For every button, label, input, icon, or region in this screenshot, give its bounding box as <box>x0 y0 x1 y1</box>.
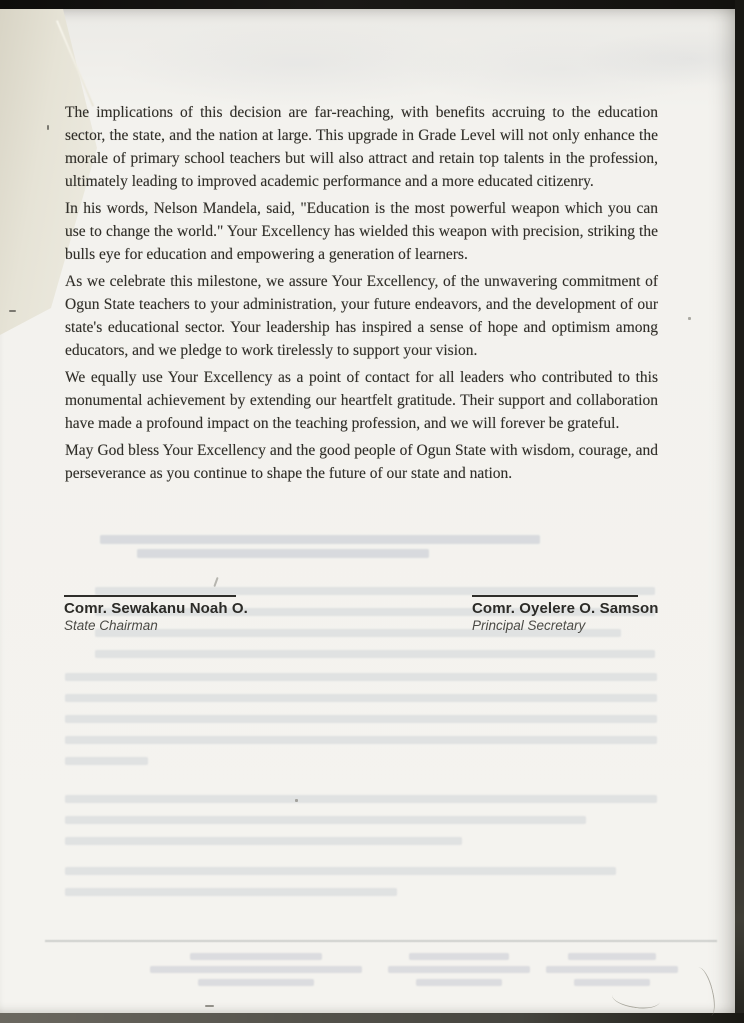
scan-speck <box>205 1005 214 1007</box>
scan-speck <box>688 317 691 320</box>
signatory-title: State Chairman <box>64 618 158 633</box>
bleed-through-footer-column <box>546 953 678 992</box>
letter-paragraph-5: May God bless Your Excellency and the good people of Ogun State with wisdom, courage, and perseverance as you continue to shape the future of our state and nation. <box>65 442 658 482</box>
bleed-through-footer-column <box>150 953 362 992</box>
signatory-name: Comr. Oyelere O. Samson <box>472 600 659 617</box>
signatory-title: Principal Secretary <box>472 618 586 633</box>
scanner-edge-right <box>735 0 744 1023</box>
scan-speck <box>47 125 49 130</box>
bleed-through-paragraph <box>65 673 657 778</box>
letter-body <box>65 101 658 489</box>
signatory-name: Comr. Sewakanu Noah O. <box>64 600 248 617</box>
scanner-edge-top <box>0 0 744 9</box>
bleed-through-line <box>100 535 540 544</box>
signature-block-state-chairman <box>64 595 248 633</box>
bleed-through-footer-column <box>388 953 530 992</box>
paper-sheet <box>0 9 735 1013</box>
scanner-edge-bottom <box>0 1013 744 1023</box>
letter-paragraph-2: In his words, Nelson Mandela, said, "Education is the most powerful weapon which you can use to change the world." Your Excellency has wielded this weapon with precision, striking the bulls eye for education and empowering a generation of learners. <box>65 200 658 263</box>
bleed-through-rule <box>45 940 717 942</box>
letter-paragraph-4: We equally use Your Excellency as a point of contact for all leaders who contributed to this monumental achievement by extending our heartfelt gratitude. Their support and collaboration have made a profound impact on the teaching profession, and we will forever be grateful. <box>65 369 658 432</box>
signature-line <box>472 595 638 597</box>
letter-paragraph-3: As we celebrate this milestone, we assure Your Excellency, of the unwavering commitment of Ogun State teachers to your administration, your future endeavors, and the development of our state's educational sector. Your leadership has inspired a sense of hope and optimism among educators, and we pledge to work tirelessly to support your vision. <box>65 273 658 359</box>
signature-line <box>64 595 236 597</box>
bleed-through-line <box>137 549 429 558</box>
bleed-through-paragraph <box>65 795 657 858</box>
scan-speck <box>9 310 16 312</box>
bleed-through-paragraph <box>65 867 657 909</box>
scan-hair <box>690 966 719 1019</box>
scan-speck <box>295 799 298 802</box>
scan-speck <box>213 577 218 587</box>
letter-paragraph-1: The implications of this decision are far-reaching, with benefits accruing to the education sector, the state, and the nation at large. This upgrade in Grade Level will not only enhance the morale of primary school teachers but will also attract and retain top talents in the profession, ultimately leading to improved academic performance and a more educated citizenry. <box>65 104 658 190</box>
signature-block-principal-secretary <box>472 595 659 633</box>
